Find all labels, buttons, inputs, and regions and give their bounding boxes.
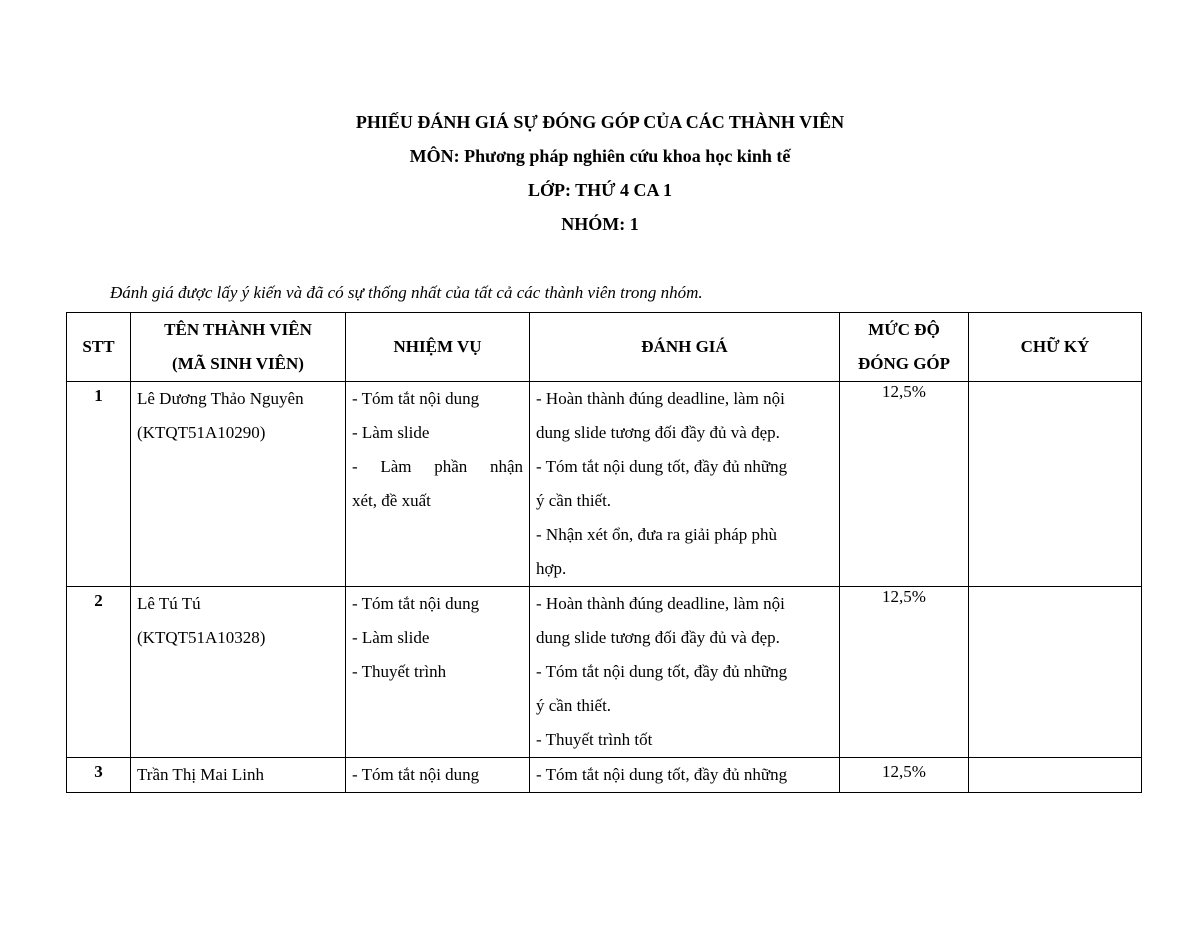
row-stt: 1 <box>67 382 131 587</box>
task-item: - Tóm tắt nội dung <box>352 594 480 613</box>
header-evaluation: ĐÁNH GIÁ <box>530 313 840 382</box>
row-stt: 2 <box>67 587 131 758</box>
member-cell <box>131 382 346 587</box>
member-name: Lê Dương Thảo Nguyên <box>137 389 304 408</box>
task-item: - Thuyết trình <box>352 662 447 681</box>
contribution-value: 12,5% <box>840 382 969 587</box>
header-task: NHIỆM VỤ <box>346 313 530 382</box>
header-contribution: MỨC ĐỘ ĐÓNG GÓP <box>840 313 969 382</box>
table-row <box>67 758 1142 793</box>
header-member: TÊN THÀNH VIÊN (MÃ SINH VIÊN) <box>131 313 346 382</box>
evaluation-cell: - Hoàn thành đúng deadline, làm nội dung slide tương đối đầy đủ và đẹp. - Tóm tắt nội dung tốt, đầy đủ những ý cần thiết. - Nhận xét ổn, đưa ra giải pháp phù hợp. <box>530 382 840 587</box>
table-row <box>67 587 1142 758</box>
task-cell <box>346 382 530 587</box>
row-stt: 3 <box>67 758 131 793</box>
signature-cell <box>969 382 1142 587</box>
member-name: Trần Thị Mai Linh <box>137 765 265 784</box>
task-item: - Làm slide <box>352 423 430 442</box>
header-signature: CHỮ KÝ <box>969 313 1142 382</box>
member-cell <box>131 758 346 793</box>
task-item: - Làm phần nhận <box>352 457 523 476</box>
signature-cell <box>969 758 1142 793</box>
class-line: LỚP: THỨ 4 CA 1 <box>527 180 672 200</box>
evaluation-note: Đánh giá được lấy ý kiến và đã có sự thống nhất của tất cả các thành viên trong nhóm. <box>110 283 703 302</box>
group-line: NHÓM: 1 <box>561 214 639 234</box>
evaluation-cell: - Tóm tắt nội dung tốt, đầy đủ những <box>530 758 840 793</box>
task-item: - Tóm tắt nội dung <box>352 389 480 408</box>
table-row <box>67 382 1142 587</box>
student-id: (KTQT51A10328) <box>137 628 266 647</box>
subject-line: MÔN: Phương pháp nghiên cứu khoa học kinh tế <box>409 146 791 166</box>
contribution-table <box>66 312 1142 793</box>
student-id: (KTQT51A10290) <box>137 423 266 442</box>
evaluation-cell: - Hoàn thành đúng deadline, làm nội dung slide tương đối đầy đủ và đẹp. - Tóm tắt nội dung tốt, đầy đủ những ý cần thiết. - Thuyết trình tốt <box>530 587 840 758</box>
table-header-row <box>67 313 1142 382</box>
member-name: Lê Tú Tú <box>137 594 201 613</box>
task-item: - Tóm tắt nội dung <box>352 765 480 784</box>
task-item: - Làm slide <box>352 628 430 647</box>
member-cell <box>131 587 346 758</box>
contribution-value: 12,5% <box>840 587 969 758</box>
document-title: PHIẾU ĐÁNH GIÁ SỰ ĐÓNG GÓP CỦA CÁC THÀNH VIÊN <box>355 112 845 132</box>
task-item-continued: xét, đề xuất <box>352 491 431 510</box>
task-cell <box>346 758 530 793</box>
header-stt: STT <box>67 313 131 382</box>
contribution-value: 12,5% <box>840 758 969 793</box>
task-cell <box>346 587 530 758</box>
signature-cell <box>969 587 1142 758</box>
